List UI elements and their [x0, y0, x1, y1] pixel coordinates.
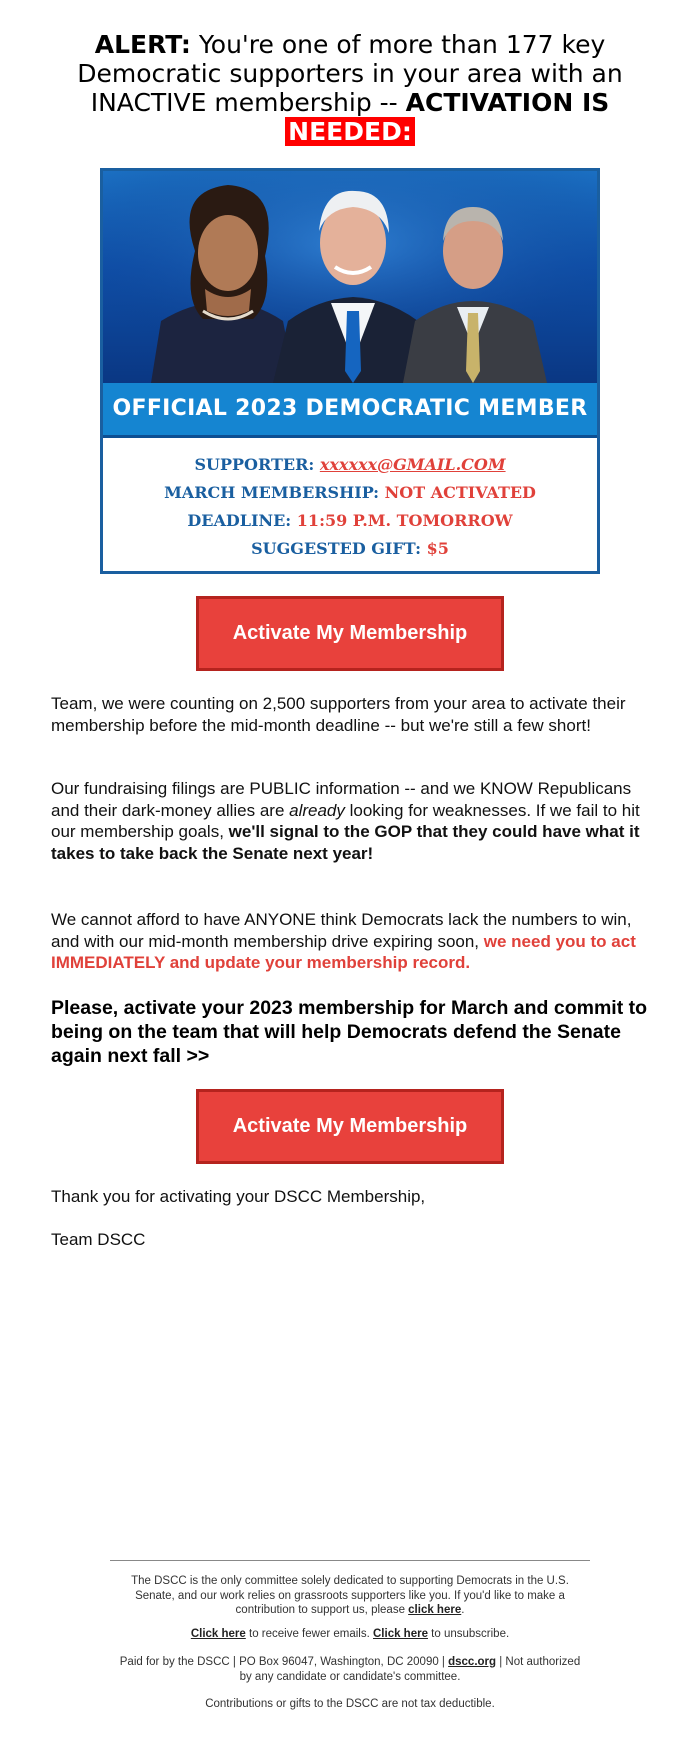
contribute-link[interactable]: click here — [408, 1604, 462, 1616]
footer-paid-for — [115, 1655, 585, 1684]
body-paragraph-1: Team, we were counting on 2,500 supporters from your area to activate their membership before the mid-month deadline -- but we're still a few short! — [51, 694, 626, 735]
body-paragraph-2 — [51, 778, 651, 864]
unsubscribe-text: to unsubscribe. — [427, 1628, 510, 1640]
alert-label: ALERT: — [94, 30, 191, 59]
supporter-label: SUPPORTER: — [194, 455, 315, 474]
membership-row — [103, 479, 597, 507]
supporter-email-link[interactable]: xxxxxx@GMAIL.COM — [319, 455, 506, 474]
p2-bold: we'll signal to the GOP that they could have what it takes to take back the Senate next year! — [51, 822, 640, 863]
dscc-site-link[interactable]: dscc.org — [448, 1656, 497, 1668]
leaders-photo — [103, 171, 597, 383]
membership-details — [103, 451, 597, 563]
fewer-emails-text: to receive fewer emails. — [245, 1628, 373, 1640]
body-paragraph-3 — [51, 909, 651, 974]
alert-emphasis: ACTIVATION IS — [405, 88, 610, 117]
deadline-label: DEADLINE: — [187, 511, 292, 530]
footer-divider — [110, 1560, 590, 1561]
alert-text: You're one of more than 177 key Democratic supporters in your area with an INACTIVE membership -- — [77, 30, 623, 117]
deadline-value: 11:59 P.M. TOMORROW — [296, 511, 513, 530]
paid-for-text-end: | Not authorized by any candidate or candidate's committee. — [239, 1656, 581, 1683]
alert-headline — [60, 30, 640, 146]
activate-membership-button-bottom[interactable]: Activate My Membership — [196, 1089, 504, 1164]
deadline-row — [103, 507, 597, 535]
needed-highlight: NEEDED: — [285, 117, 415, 146]
gift-row — [103, 535, 597, 563]
p3-text: We cannot afford to have ANYONE think Democrats lack the numbers to win, and with our mid-month membership drive expiring soon, — [51, 910, 632, 951]
membership-banner: OFFICIAL 2023 DEMOCRATIC MEMBER — [103, 383, 597, 435]
footer-about-end: . — [461, 1604, 465, 1616]
gift-value: $5 — [426, 539, 449, 558]
signature: Team DSCC — [51, 1230, 146, 1249]
body-paragraph-call-to-action: Please, activate your 2023 membership for March and commit to being on the team that will help Democrats defend the Senate again next fall >> — [51, 997, 648, 1067]
supporter-row — [103, 451, 597, 479]
banner-divider — [103, 435, 597, 438]
footer-about-text: The DSCC is the only committee solely dedicated to supporting Democrats in the U.S. Senate, and our work relies on grassroots supporters like you. If you'd like to make a contribution to support us, please — [131, 1575, 569, 1616]
gift-label: SUGGESTED GIFT: — [251, 539, 422, 558]
membership-label: MARCH MEMBERSHIP: — [164, 483, 380, 502]
p2-text-b: looking for weaknesses. If we fail to hit our membership goals, — [51, 800, 640, 841]
membership-card — [100, 168, 600, 574]
activate-membership-button[interactable]: Activate My Membership — [196, 596, 504, 671]
paid-for-text: Paid for by the DSCC | PO Box 96047, Washington, DC 20090 | — [119, 1656, 449, 1668]
p2-emphasis: already — [289, 800, 345, 820]
leaders-photo-illustration — [103, 171, 597, 383]
footer-about — [115, 1574, 585, 1618]
closing-line: Thank you for activating your DSCC Membership, — [51, 1187, 426, 1206]
footer-email-prefs — [115, 1627, 585, 1642]
footer-tax-note: Contributions or gifts to the DSCC are not tax deductible. — [205, 1698, 495, 1710]
p3-red-emphasis: we need you to act IMMEDIATELY and update your membership record. — [51, 931, 636, 972]
p2-text-a: Our fundraising filings are PUBLIC information -- and we KNOW Republicans and their dark-money allies are — [51, 779, 632, 820]
unsubscribe-link[interactable]: Click here — [373, 1628, 428, 1640]
membership-status: NOT ACTIVATED — [384, 483, 536, 502]
fewer-emails-link[interactable]: Click here — [190, 1628, 246, 1640]
